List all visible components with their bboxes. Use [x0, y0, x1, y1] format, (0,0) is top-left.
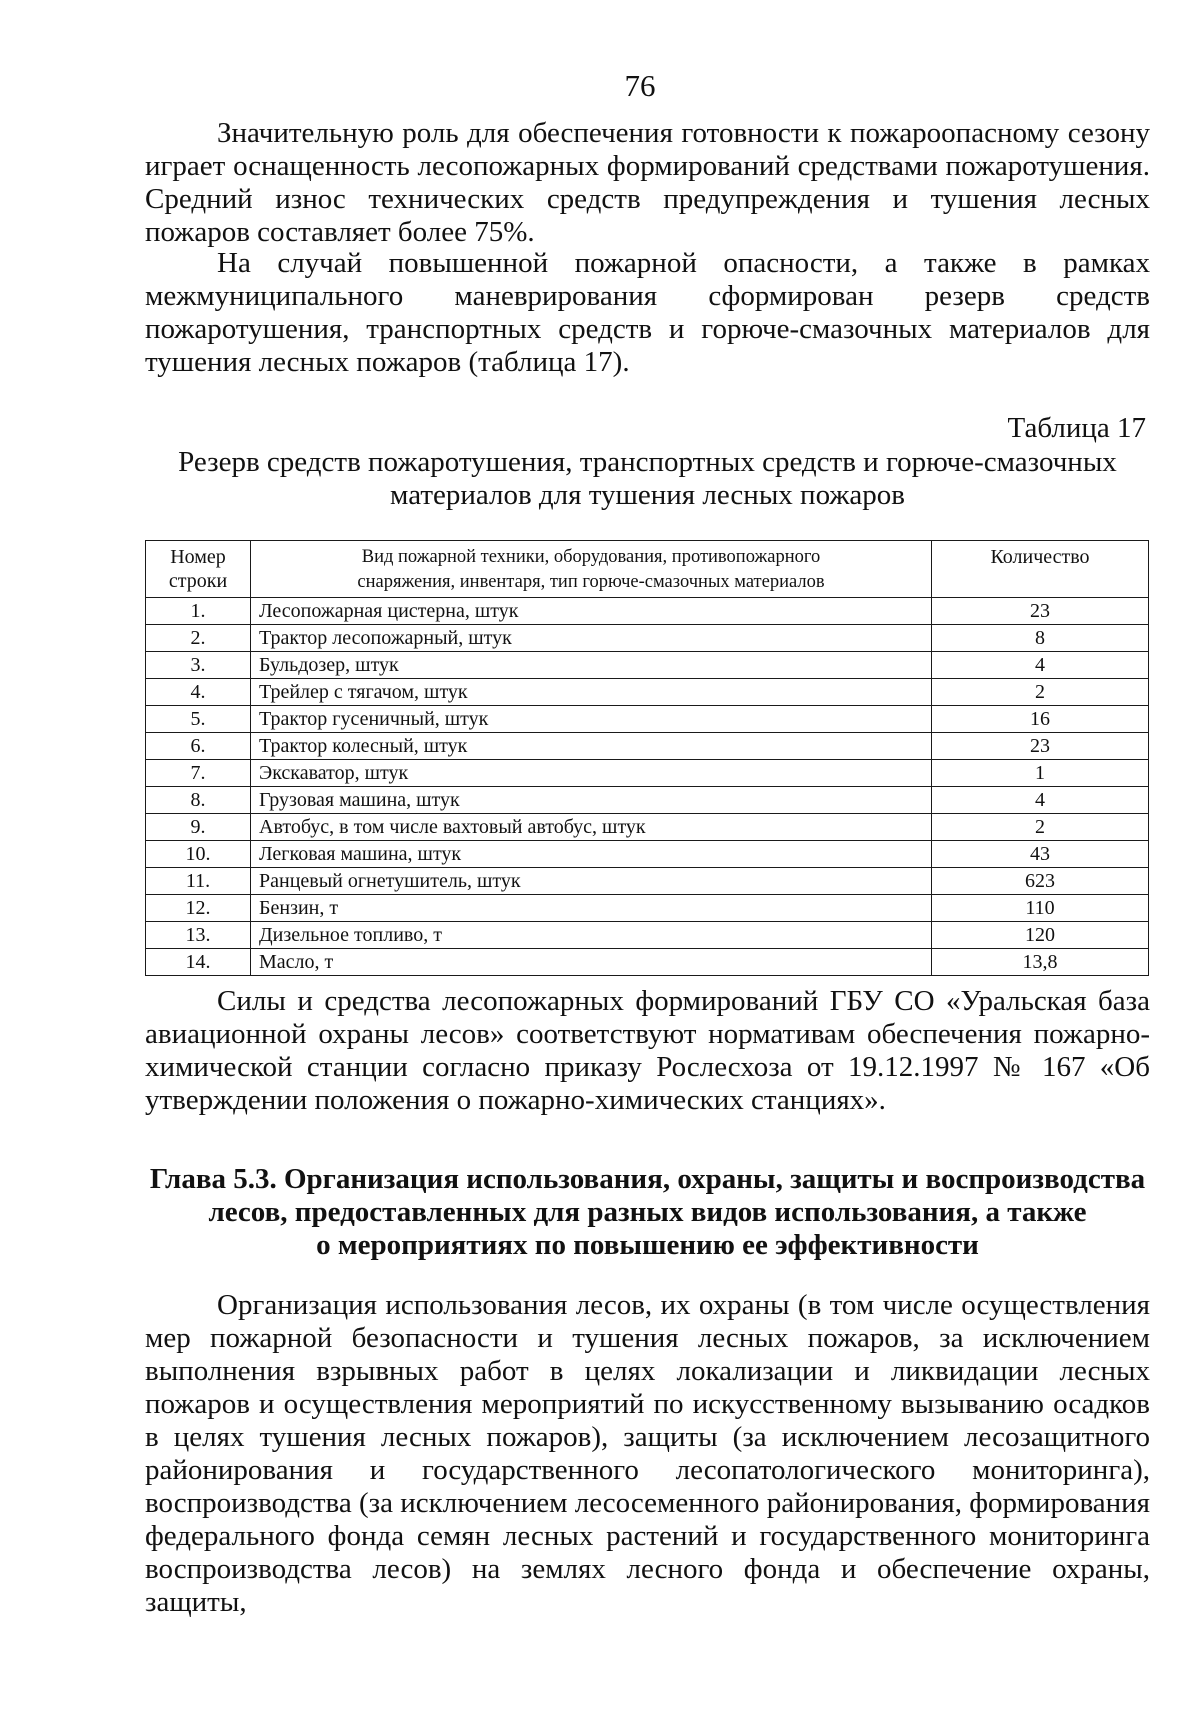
equipment-name-cell: Трактор лесопожарный, штук: [251, 625, 932, 652]
table-row: [146, 652, 1149, 679]
chapter-heading-line-2: лесов, предоставленных для разных видов использования, а также: [208, 1196, 1087, 1228]
header-quantity: Количество: [932, 541, 1149, 598]
equipment-name-cell: Автобус, в том числе вахтовый автобус, штук: [251, 814, 932, 841]
chapter-heading-line-1: Глава 5.3. Организация использования, охраны, защиты и воспроизводства: [149, 1163, 1146, 1195]
equipment-name-cell: Дизельное топливо, т: [251, 922, 932, 949]
row-number-cell: 11.: [146, 868, 251, 895]
paragraph-2: На случай повышенной пожарной опасности, а также в рамках межмуниципального маневрирования сформирован резерв средств пожаротушения, транспортных средств и горюче-смазочных материалов для тушения лесных пожаров (таблица 17).: [145, 247, 1150, 378]
row-number-cell: 14.: [146, 949, 251, 976]
header-name-line-1: Вид пожарной техники, оборудования, противопожарного: [361, 547, 821, 567]
paragraph-3: Силы и средства лесопожарных формирований ГБУ СО «Уральская база авиационной охраны лесов» соответствуют нормативам обеспечения пожарно-химической станции согласно приказу Рослесхоза от 19.12.1997 № 167 «Об утверждении положения о пожарно-химических станциях».: [145, 985, 1150, 1116]
equipment-name-cell: Бульдозер, штук: [251, 652, 932, 679]
header-equipment-type: [251, 541, 932, 598]
equipment-name-cell: Трейлер с тягачом, штук: [251, 679, 932, 706]
quantity-cell: 110: [932, 895, 1149, 922]
quantity-cell: 4: [932, 787, 1149, 814]
table-row: [146, 841, 1149, 868]
table-header-row: [146, 541, 1149, 598]
equipment-name-cell: Экскаватор, штук: [251, 760, 932, 787]
row-number-cell: 1.: [146, 598, 251, 625]
row-number-cell: 13.: [146, 922, 251, 949]
quantity-cell: 1: [932, 760, 1149, 787]
row-number-cell: 4.: [146, 679, 251, 706]
row-number-cell: 7.: [146, 760, 251, 787]
paragraph-4: Организация использования лесов, их охраны (в том числе осуществления мер пожарной безопасности и тушения лесных пожаров, за исключением выполнения взрывных работ в целях локализации и ликвидации лесных пожаров и осуществления мероприятий по искусственному вызыванию осадков в целях тушения лесных пожаров), защиты (за исключением лесозащитного районирования и государственного лесопатологического мониторинга), воспроизводства (за исключением лесосеменного районирования, формирования федерального фонда семян лесных растений и государственного мониторинга воспроизводства лесов) на землях лесного фонда и обеспечение охраны, защиты,: [145, 1289, 1150, 1618]
reserve-table: [145, 540, 1149, 976]
row-number-cell: 3.: [146, 652, 251, 679]
paragraph-1: Значительную роль для обеспечения готовности к пожароопасному сезону играет оснащенность лесопожарных формирований средствами пожаротушения. Средний износ технических средств предупреждения и тушения лесных пожаров составляет более 75%.: [145, 117, 1150, 248]
quantity-cell: 623: [932, 868, 1149, 895]
table-row: [146, 814, 1149, 841]
quantity-cell: 2: [932, 679, 1149, 706]
table-row: [146, 733, 1149, 760]
table-row: [146, 895, 1149, 922]
table-row: [146, 625, 1149, 652]
row-number-cell: 5.: [146, 706, 251, 733]
table-row: [146, 868, 1149, 895]
table-row: [146, 787, 1149, 814]
chapter-heading-line-3: о мероприятиях по повышению ее эффективности: [316, 1229, 979, 1261]
table-label: Таблица 17: [1007, 412, 1146, 444]
equipment-name-cell: Ранцевый огнетушитель, штук: [251, 868, 932, 895]
chapter-heading: [145, 1163, 1150, 1262]
table-title: [145, 446, 1150, 512]
row-number-cell: 8.: [146, 787, 251, 814]
table-row: [146, 760, 1149, 787]
equipment-name-cell: Грузовая машина, штук: [251, 787, 932, 814]
quantity-cell: 8: [932, 625, 1149, 652]
row-number-cell: 2.: [146, 625, 251, 652]
row-number-cell: 6.: [146, 733, 251, 760]
quantity-cell: 2: [932, 814, 1149, 841]
table-title-line-2: материалов для тушения лесных пожаров: [390, 479, 905, 511]
header-row-number: [146, 541, 251, 598]
quantity-cell: 16: [932, 706, 1149, 733]
row-number-cell: 10.: [146, 841, 251, 868]
table-row: [146, 949, 1149, 976]
equipment-name-cell: Бензин, т: [251, 895, 932, 922]
table-body: [146, 598, 1149, 976]
equipment-name-cell: Лесопожарная цистерна, штук: [251, 598, 932, 625]
header-name-line-2: снаряжения, инвентаря, тип горюче-смазочных материалов: [357, 572, 825, 592]
equipment-name-cell: Трактор гусеничный, штук: [251, 706, 932, 733]
table-title-line-1: Резерв средств пожаротушения, транспортных средств и горюче-смазочных: [178, 446, 1117, 478]
header-num-line-2: строки: [168, 570, 228, 592]
page-number: 76: [624, 68, 656, 103]
equipment-name-cell: Трактор колесный, штук: [251, 733, 932, 760]
row-number-cell: 12.: [146, 895, 251, 922]
header-num-line-1: Номер: [170, 546, 226, 568]
table-row: [146, 679, 1149, 706]
equipment-name-cell: Легковая машина, штук: [251, 841, 932, 868]
quantity-cell: 23: [932, 733, 1149, 760]
table-row: [146, 922, 1149, 949]
quantity-cell: 4: [932, 652, 1149, 679]
quantity-cell: 23: [932, 598, 1149, 625]
quantity-cell: 120: [932, 922, 1149, 949]
table-row: [146, 706, 1149, 733]
quantity-cell: 13,8: [932, 949, 1149, 976]
table-row: [146, 598, 1149, 625]
equipment-name-cell: Масло, т: [251, 949, 932, 976]
row-number-cell: 9.: [146, 814, 251, 841]
quantity-cell: 43: [932, 841, 1149, 868]
